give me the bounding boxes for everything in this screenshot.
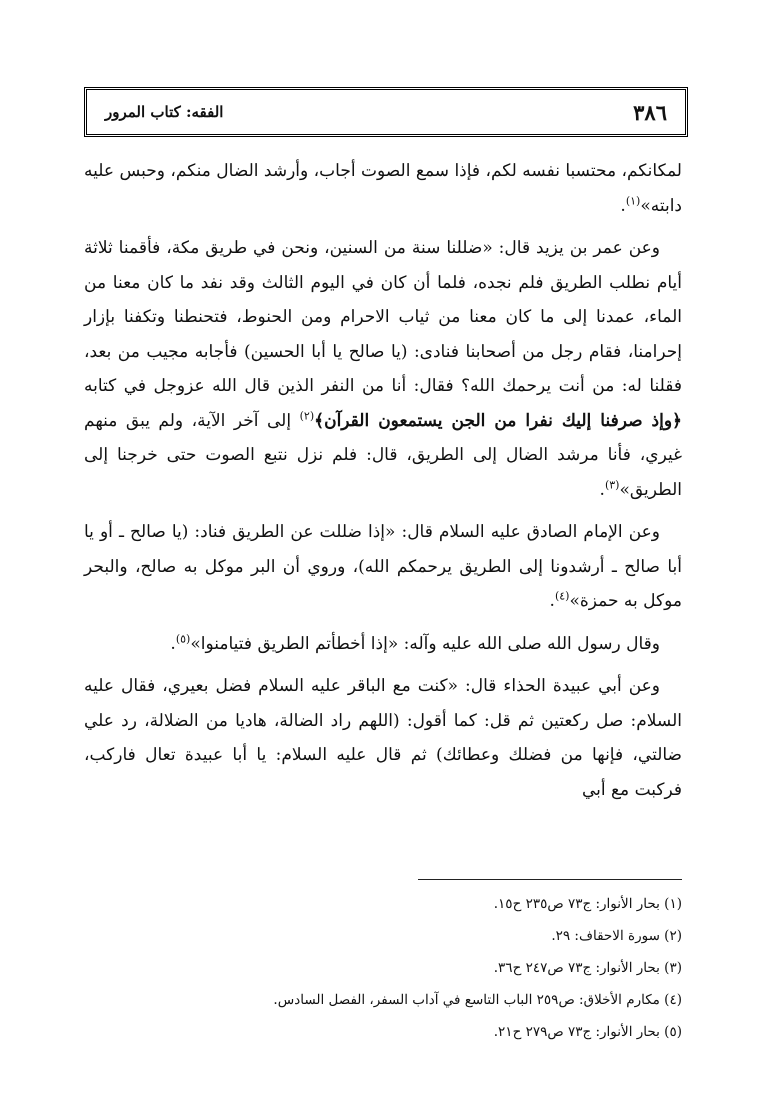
paragraph-text: وقال رسول الله صلى الله عليه وآله: «إذا أخطأتم الطريق فتيامنوا» [190, 633, 660, 654]
paragraph [84, 627, 682, 662]
paragraph-text-continued: إلى آخر الآية، ولم يبق منهم غيري، فأنا مرشد الضال إلى الطريق، قال: فلم نزل نتبع الصوت حتى خرجنا إلى الطريق» [84, 410, 682, 500]
paragraph [84, 669, 682, 807]
paragraph-tail: . [599, 479, 605, 500]
footnote: (٤) مكارم الأخلاق: ص٢٥٩ الباب التاسع في آداب السفر، الفصل السادس. [273, 992, 682, 1008]
page-header [84, 87, 688, 137]
paragraph [84, 515, 682, 619]
footnote-ref: (٣) [604, 477, 620, 491]
paragraph-tail: . [549, 591, 555, 611]
footnote-separator [418, 879, 682, 880]
footnote-ref: (٢) [299, 408, 315, 422]
paragraph-text: وعن الإمام الصادق عليه السلام قال: «إذا ضللت عن الطريق فناد: (يا صالح ـ أو يا أبا صالح ـ أرشدونا إلى الطريق يرحمكم الله)، وروي أن البر موكل به صالح، والبحر موكل به حمزة» [84, 522, 682, 611]
footnote-ref: (٤) [554, 589, 570, 603]
footnote-ref: (٥) [175, 631, 191, 645]
paragraph [84, 154, 682, 223]
footnotes [90, 888, 682, 1048]
paragraph [84, 231, 682, 507]
paragraph-tail: . [620, 195, 626, 216]
quran-verse: ﴿وإذ صرفنا إليك نفرا من الجن يستمعون القرآن﴾ [314, 410, 682, 431]
footnote-ref: (١) [625, 193, 641, 207]
footnote: (٢) سورة الاحقاف: ٢٩. [551, 928, 682, 944]
footnote: (٣) بحار الأنوار: ج٧٣ ص٢٤٧ ح٣٦. [493, 960, 682, 976]
paragraph-text: وعن أبي عبيدة الحذاء قال: «كنت مع الباقر عليه السلام فضل بعيري، فقال عليه السلام: صل ركعتين ثم قل: كما أقول: (اللهم راد الضالة، هاديا من الضلالة، رد علي ضالتي، فإنها من فضلك وعطائك) ثم قال عليه السلام: يا أبا عبيدة تعال فاركب، فركبت مع أبي [84, 676, 682, 800]
paragraph-text: وعن عمر بن يزيد قال: «ضللنا سنة من السنين، ونحن في طريق مكة، فأقمنا ثلاثة أيام نطلب الطريق فلم نجده، فلما أن كان في اليوم الثالث وقد نفد ما كان معنا من الماء، عمدنا إلى ما كان معنا من ثياب الاحرام ومن الحنوط، فتحنطنا وتكفنا بإزار إحرامنا، فقام رجل من أصحابنا فنادى: (يا صالح يا أبا الحسين) فأجابه مجيب من بعد، فقلنا له: من أنت يرحمك الله؟ فقال: أنا من النفر الذين قال الله عزوجل في كتابه [84, 238, 682, 396]
footnote: (٥) بحار الأنوار: ج٧٣ ص٢٧٩ ح٢١. [493, 1024, 682, 1040]
footnote: (١) بحار الأنوار: ج٧٣ ص٢٣٥ ح١٥. [493, 896, 682, 912]
page-number: ٣٨٦ [633, 99, 667, 125]
paragraph-text: لمكانكم، محتسبا نفسه لكم، فإذا سمع الصوت أجاب، وأرشد الضال منكم، وحبس عليه دابته» [84, 161, 682, 216]
running-title: الفقه: كتاب المرور [105, 103, 224, 121]
main-text [84, 154, 682, 815]
paragraph-tail: . [170, 633, 176, 654]
